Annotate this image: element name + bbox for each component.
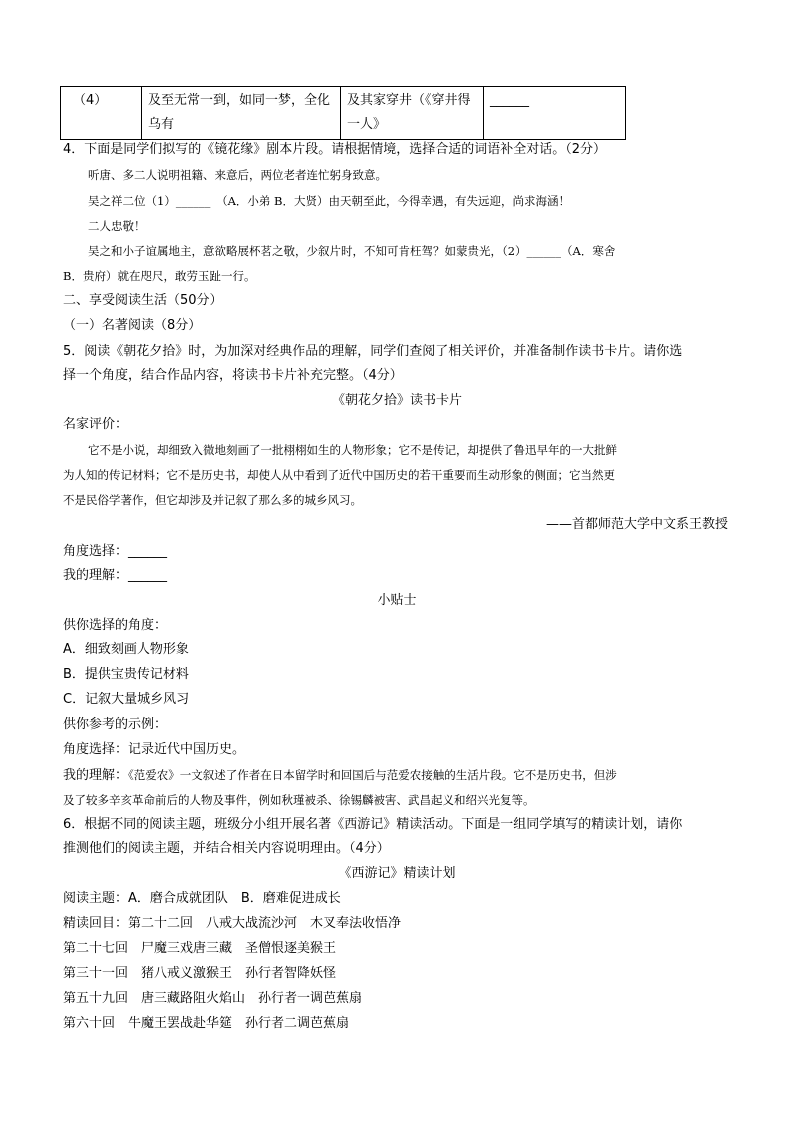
critic-quote: 它不是小说，却细致入微地刻画了一批栩栩如生的人物形象；它不是传记，却提供了鲁迅早年的一大批鲜 bbox=[88, 443, 617, 457]
chapter-item: 第六十回 牛魔王罢战赴华筵 孙行者二调芭蕉扇 bbox=[63, 1016, 350, 1031]
plan-title: 《西游记》精读计划 bbox=[338, 866, 456, 881]
table-cell-source: 及其家穿井（《穿井得一人》 bbox=[341, 87, 484, 140]
question-6-stem: 6．根据不同的阅读主题，班级分小组开展名著《西游记》精读活动。下面是一组同学填写的精读计划，请你 bbox=[63, 817, 683, 832]
table-row bbox=[61, 87, 626, 140]
chapter-item: 第三十一回 猪八戒义激猴王 孙行者智降妖怪 bbox=[63, 966, 337, 981]
question-4-stem: 4．下面是同学们拟写的《镜花缘》剧本片段。请根据情境，选择合适的词语补全对话。（2分） bbox=[63, 142, 607, 157]
chapter-item: 精读回目：第二十二回 八戒大战流沙河 木叉奉法收悟净 bbox=[63, 916, 402, 931]
q4-script-line: 二人忠敬！ bbox=[88, 219, 146, 233]
chapter-item: 第五十九回 唐三藏路阻火焰山 孙行者一调芭蕉扇 bbox=[63, 991, 363, 1006]
understanding-field: 我的理解：______ bbox=[63, 568, 168, 583]
card-title: 《朝花夕拾》读书卡片 bbox=[331, 393, 462, 408]
q4-script-line: 吴之祥二位（1）______ （A．小弟 B．大贤）由天朝至此，今得幸遇，有失远迎，尚求海涵！ bbox=[88, 194, 570, 208]
question-6-stem: 推测他们的阅读主题，并结合相关内容说明理由。（4分） bbox=[63, 841, 390, 856]
table-cell-number: （4） bbox=[61, 87, 142, 140]
question-5-stem: 5．阅读《朝花夕拾》时，为加深对经典作品的理解，同学们查阅了相关评价，并准备制作读书卡片。请你选 bbox=[63, 344, 683, 359]
critic-quote: 不是民俗学著作，但它却涉及并记叙了那么多的城乡风习。 bbox=[63, 493, 362, 507]
question-5-stem: 择一个角度，结合作品内容，将读书卡片补充完整。（4分） bbox=[63, 368, 403, 383]
option-b: B．提供宝贵传记材料 bbox=[63, 667, 189, 682]
example-understanding-text: 《范爱农》一文叙述了作者在日本留学时和回国后与范爱农接触的生活片段。它不是历史书，但涉 bbox=[128, 768, 617, 782]
example-understanding-label: 我的理解： bbox=[63, 768, 129, 783]
example-intro: 供你参考的示例： bbox=[63, 717, 168, 732]
q4-script-line: B．贵府）就在咫尺，敢劳玉趾一行。 bbox=[63, 269, 256, 283]
table-cell-text: 及至无常一到，如同一梦，全化乌有 bbox=[142, 87, 341, 140]
critic-quote: 为人知的传记材料；它不是历史书，却使人从中看到了近代中国历史的若干重要而生动形象的侧面；它当然更 bbox=[63, 468, 615, 482]
tips-title: 小贴士 bbox=[377, 593, 417, 608]
example-angle: 角度选择：记录近代中国历史。 bbox=[63, 742, 246, 757]
q4-script-line: 听唐、多二人说明祖籍、来意后，两位老者连忙躬身致意。 bbox=[88, 168, 387, 182]
reading-theme: 阅读主题：A．磨合成就团队 B．磨难促进成长 bbox=[63, 891, 341, 906]
option-a: A．细致刻画人物形象 bbox=[63, 642, 189, 657]
quote-attribution: ——首都师范大学中文系王教授 bbox=[545, 517, 728, 532]
angle-field: 角度选择：______ bbox=[63, 544, 168, 559]
q4-script-line: 吴之和小子谊属地主，意欲略展杯茗之敬，少叙片时，不知可肯枉驾？如蒙贵光，（2）______（A．寒舍 bbox=[88, 244, 616, 258]
tips-intro: 供你选择的角度： bbox=[63, 618, 168, 633]
section-heading: 二、享受阅读生活（50分） bbox=[63, 293, 223, 308]
option-c: C．记叙大量城乡风习 bbox=[63, 692, 190, 707]
table-cell-answer-blank: ______ bbox=[484, 87, 626, 140]
chapter-item: 第二十七回 尸魔三戏唐三藏 圣僧恨逐美猴王 bbox=[63, 941, 337, 956]
subsection-heading: （一）名著阅读（8分） bbox=[63, 318, 202, 333]
example-understanding-text: 及了较多辛亥革命前后的人物及事件，例如秋瑾被杀、徐锡麟被害、武昌起义和绍兴光复等。 bbox=[63, 793, 535, 807]
example-understanding bbox=[63, 765, 617, 786]
critic-label: 名家评价： bbox=[63, 417, 129, 432]
comparison-table bbox=[60, 86, 626, 140]
